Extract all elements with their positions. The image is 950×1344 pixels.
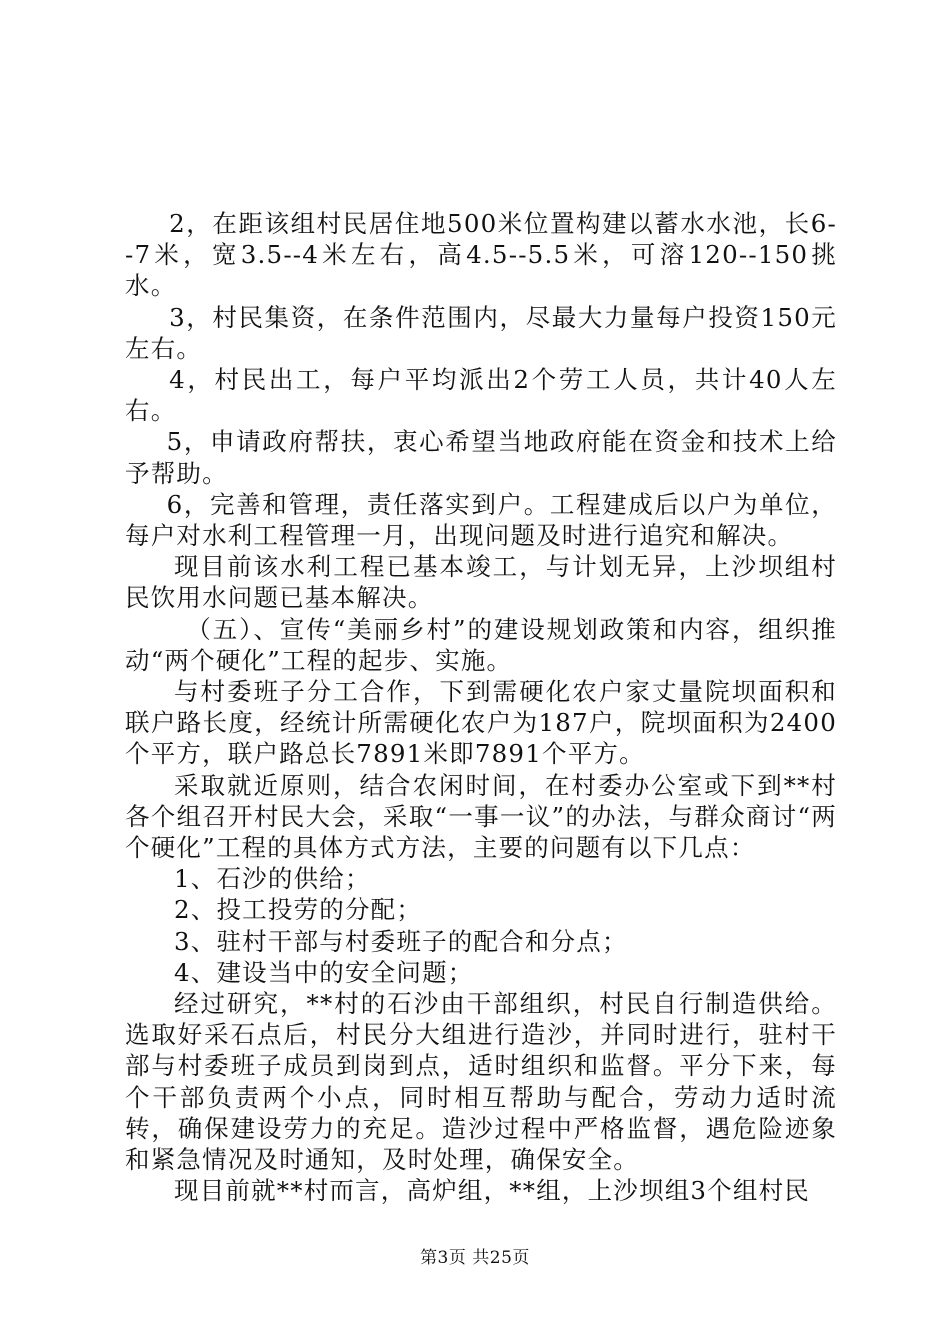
list-item-cadre-cooperation: 3、驻村干部与村委班子的配合和分点； (174, 926, 628, 956)
paragraph-water-tank: 2，在距该组村民居住地500米位置构建以蓄水水池，长6--7米，宽3.5--4米左右，高4.5--5.5米，可溶120--150挑水。 (125, 209, 837, 301)
paragraph-project-status: 现目前该水利工程已基本竣工，与计划无异，上沙坝组村民饮用水问题已基本解决。 (125, 552, 837, 613)
paragraph-government-support: 5，申请政府帮扶，衷心希望当地政府能在资金和技术上给予帮助。 (125, 427, 837, 488)
paragraph-management: 6，完善和管理，责任落实到户。工程建成后以户为单位，每户对水利工程管理一月，出现问题及时进行追究和解决。 (125, 489, 837, 551)
list-item-labor-allocation: 2、投工投劳的分配； (174, 895, 423, 925)
section-heading-beautiful-village: （五）、宣传“美丽乡村”的建设规划政策和内容，组织推动“两个硬化”工程的起步、实施。 (125, 614, 837, 675)
list-item-sand-supply: 1、石沙的供给； (174, 864, 371, 894)
list-item-safety: 4、建设当中的安全问题； (174, 957, 474, 987)
paragraph-village-meeting: 采取就近原则，结合农闲时间，在村委办公室或下到**村各个组召开村民大会，采取“一事一议”的办法，与群众商讨“两个硬化”工程的具体方式方法，主要的问题有以下几点： (125, 770, 837, 863)
paragraph-research-result: 经过研究，**村的石沙由干部组织，村民自行制造供给。选取好采石点后，村民分大组进行造沙，并同时进行，驻村干部与村委班子成员到岗到点，适时组织和监督。平分下来，每个干部负责两个小点，同时相互帮助与配合，劳动力适时流转，确保建设劳力的充足。造沙过程中严格监督，遇危险迹象和紧急情况及时通知，及时处理，确保安全。 (125, 989, 837, 1175)
paragraph-fundraising: 3，村民集资，在条件范围内，尽最大力量每户投资150元左右。 (125, 302, 837, 363)
paragraph-current-status: 现目前就**村而言，高炉组，**组，上沙坝组3个组村民 (174, 1176, 810, 1206)
paragraph-measurement: 与村委班子分工合作，下到需硬化农户家丈量院坝面积和联户路长度，经统计所需硬化农户为187户，院坝面积为2400个平方，联户路总长7891米即7891个平方。 (125, 677, 837, 769)
page-number-footer: 第3页 共25页 (420, 1248, 530, 1268)
paragraph-labor: 4，村民出工，每户平均派出2个劳工人员，共计40人左右。 (125, 365, 837, 426)
document-body (125, 208, 837, 1207)
